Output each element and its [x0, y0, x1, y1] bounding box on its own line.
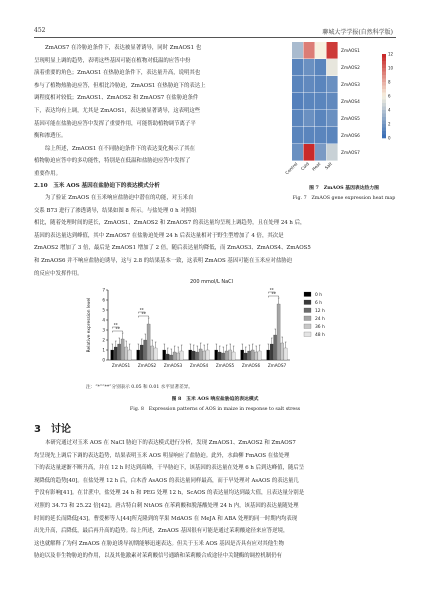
heatmap-cell [304, 127, 315, 144]
bar [199, 349, 202, 360]
legend-swatch [382, 86, 386, 90]
bar [206, 350, 209, 360]
section-3-heading: 3 讨论 [34, 424, 71, 435]
bar [225, 351, 228, 360]
legend-swatch [304, 308, 311, 313]
bar [251, 350, 254, 360]
legend-swatch [382, 100, 386, 104]
chart-x-labels [112, 363, 287, 368]
heatmap-gene-label: ZmAOS7 [341, 151, 360, 156]
heatmap-cell [292, 127, 303, 144]
bar [140, 345, 143, 360]
y-tick-label: 2 [102, 337, 105, 343]
heatmap-cell [292, 42, 303, 59]
heatmap-cell [327, 127, 338, 144]
text-line: 交系 B73 进行了渗透诱导，结果如图 8 所示。与盐处理 0 h 对照组 [34, 207, 197, 214]
heatmap-cell [315, 127, 326, 144]
legend-swatch [382, 65, 386, 69]
text-line: 乎没有影响[41]。在甘蔗中，盐处理 24 h 和 PEG 处理 12 h，ScAOS 的表达量均达到最大值，且表达量分别是 [34, 490, 305, 497]
legend-swatch [382, 131, 386, 135]
bar [202, 351, 205, 360]
y-tick-label: 3 [102, 327, 105, 333]
bar [144, 340, 147, 360]
text-line: 衡和渗透压。 [34, 133, 67, 140]
legend-swatch [382, 61, 386, 65]
heatmap-cell [327, 110, 338, 127]
bar [241, 350, 244, 360]
x-tick-label: ZmAOS2 [137, 363, 157, 368]
bar [277, 304, 280, 360]
journal-title: 聊城大学学报(自然科学版) [322, 29, 393, 36]
bar [258, 351, 261, 360]
heatmap-cell [292, 110, 303, 127]
legend-label: 36 h [315, 325, 325, 330]
legend-swatch [382, 128, 386, 132]
x-tick-label: ZmAOS3 [163, 363, 183, 368]
x-tick-label: ZmAOS5 [215, 363, 235, 368]
bar [215, 350, 218, 360]
heatmap-condition-label: Salt [323, 161, 333, 171]
text-line: 参与了植物热胁迫应答，但相比冷胁迫，ZmAOS1 在热胁迫下的表达上 [34, 82, 206, 89]
heatmap-gene-label: ZmAOS5 [341, 117, 360, 122]
x-tick-label: ZmAOS7 [267, 363, 287, 368]
y-tick-label: 7 [102, 287, 105, 293]
chart-bars [111, 298, 288, 360]
legend-label: 24 h [315, 317, 325, 322]
heatmap-cells [292, 42, 338, 161]
header-rule [34, 37, 396, 38]
bar [137, 350, 140, 360]
text-line: 为了验证 ZmAOS 在玉米响应盐胁迫中潜在的功能，对玉米自 [45, 195, 194, 201]
legend-swatch [382, 82, 386, 86]
bar [218, 352, 221, 360]
legend-swatch [382, 110, 386, 114]
heatmap-figure [284, 40, 400, 190]
bar [267, 350, 270, 360]
bar [180, 351, 183, 360]
heatmap-cell [304, 59, 315, 76]
text-line: 调程度相对较低；ZmAOS1、ZmAOS2 和 ZmAOS7 在盐胁迫条件 [34, 95, 199, 102]
legend-swatch [382, 72, 386, 76]
bar [118, 344, 121, 360]
chart-note: 注：“*”“**”分别表示 0.05 和 0.01 水平显著差异。 [86, 385, 193, 390]
bar [254, 352, 257, 360]
legend-swatch [382, 89, 386, 93]
bar [124, 347, 127, 360]
legend-swatch [304, 316, 311, 321]
heatmap-condition-label: Control [284, 161, 299, 176]
legend-swatch [382, 96, 386, 100]
y-tick-label: 6 [102, 297, 105, 303]
bar [166, 354, 169, 360]
legend-swatch [304, 300, 311, 305]
page-number: 452 [34, 27, 46, 34]
heatmap-gene-label: ZmAOS6 [341, 134, 360, 139]
text-line: 对照的 34.73 和 25.22 倍[42]。唐古特白刺 NtAOS 在苯莉酸和脱落酸处理 24 h 内，该基因的表达量随处理 [34, 502, 299, 509]
heatmap-cell [315, 93, 326, 110]
legend-tick-label: 12 [388, 51, 394, 57]
chart-title: 200 mmol/L NaCl [190, 279, 234, 285]
fig8-caption-en: Fig. 8 Expression patterns of AOS in maize in response to salt stress [129, 407, 301, 412]
paragraph-1 [34, 42, 284, 181]
significance-star: ** [139, 307, 144, 313]
heatmap-cell [292, 144, 303, 161]
text-line: 这也就解释了为何 ZmAOS 在胁迫诱导初期能够迅速表达。但关于玉米 AOS 基因是否具有应对其他生物 [34, 540, 284, 547]
text-line: 呈现明显上调的趋势，表明这些基因可能在植物对低温的应答中扮 [34, 57, 191, 64]
heatmap-condition-label: Heat [310, 161, 322, 172]
text-line: 综上所述，ZmAOS1 在不同胁迫条件下的表达变化揭示了其在 [45, 145, 195, 152]
x-tick-label: ZmAOS4 [189, 363, 209, 368]
legend-tick-label: 2 [388, 121, 391, 127]
y-axis-label: Relative expression level [87, 297, 92, 353]
text-line: 重要作用。 [34, 170, 61, 177]
heatmap-gene-label: ZmAOS3 [341, 83, 360, 88]
chart-legend [304, 292, 325, 338]
heatmap-cell [304, 110, 315, 127]
legend-swatch [382, 114, 386, 118]
legend-label: 0 h [315, 293, 322, 298]
heatmap-condition-label: Cold [299, 161, 310, 172]
text-line: 下的表达量逐渐不断升高，并在 12 h 时达到高峰，干旱胁迫下，该基因的表达量在处理 6 h 后到达峰值，随后呈 [34, 465, 305, 472]
bar [196, 352, 199, 360]
text-line: 植物胁迫应答中的多功能性，特别是在低温和盐胁迫应答中发挥了 [34, 158, 191, 165]
text-line: 演着重要的角色；ZmAOS1 在热胁迫条件下，表达量升高，说明其也 [34, 70, 201, 77]
significance-star: ** [115, 326, 120, 332]
heatmap-gene-labels [341, 48, 360, 156]
heatmap-cell [304, 93, 315, 110]
heatmap-cell [304, 42, 315, 59]
heatmap-cell [292, 59, 303, 76]
text-line: 相比，随着处理时间的延长，ZmAOS1、ZmAOS2 和 ZmAOS7 的表达量均呈现上调趋势，且在处理 24 h 后， [34, 220, 306, 227]
text-line: 现降低的趋势[40]。在盐处理 12 h 后，白木香 AsAOS 的表达量同样最高，而于旱处理对 AsAOS 的表达量几 [34, 477, 299, 484]
heatmap-cell [315, 76, 326, 93]
text-line: ZmAOS7 在冷胁迫条件下，表达被显著诱导，同时 ZmAOS1 也 [45, 45, 202, 51]
bar [248, 351, 251, 360]
bar [189, 350, 192, 360]
bar [114, 347, 117, 360]
paragraph-3 [34, 437, 396, 563]
text-line: 时间的延长而降低[43]。曹爱彬等人[44]所克隆到的苹果 MdAOS 在 MeJA 和 ABA 处理的同一时期内均表现 [34, 515, 298, 522]
heatmap-cell [304, 76, 315, 93]
legend-swatch [382, 68, 386, 72]
legend-label: 6 h [315, 301, 322, 306]
legend-swatch [382, 135, 386, 139]
legend-tick-label: 8 [388, 79, 391, 85]
x-tick-label: ZmAOS6 [241, 363, 261, 368]
heatmap-gene-label: ZmAOS4 [341, 100, 360, 105]
legend-label: 12 h [315, 309, 325, 314]
heatmap-cell [327, 76, 338, 93]
fig7-caption-cn: 图 7 ZmAOS 基因表达热力图 [309, 185, 379, 191]
heatmap-cell [315, 144, 326, 161]
legend-swatch [382, 121, 386, 125]
bar [228, 350, 231, 360]
legend-label: 48 h [315, 333, 325, 338]
text-line: 基因的表达量达到峰值，其中 ZmAOS7 在盐胁迫处理 24 h 后表达量相对于野生型增加了 4 倍，其次是 [34, 232, 284, 239]
text-line: 的反应中发挥作用。 [34, 270, 83, 277]
y-tick-label: 1 [102, 347, 105, 353]
legend-tick-label: 6 [388, 93, 391, 99]
legend-swatch [382, 103, 386, 107]
bar [192, 351, 195, 360]
bar [270, 344, 273, 360]
legend-swatch [304, 324, 311, 329]
bar [170, 355, 173, 360]
bar [128, 350, 131, 360]
heatmap-cell [315, 59, 326, 76]
significance-star: ** [271, 291, 276, 297]
legend-swatch [382, 58, 386, 62]
text-line: 胁迫以及非生物胁迫的作用，以及其他激素对茉莉酸信号通路和茉莉酸合成途径中关键酶的调控机制仍有 [34, 553, 282, 560]
legend-swatch [382, 124, 386, 128]
heatmap-cell [327, 42, 338, 59]
text-line: 均呈现先上调后下调的表达趋势，结果表明玉米 AOS 明显响应了盐胁迫。此外，水曲柳 FmAOS 在盐处理 [34, 452, 290, 459]
heatmap-gene-label: ZmAOS1 [341, 49, 360, 54]
text-line: 基因可能在盐胁迫应答中发挥了重要作用，可能帮助植物调节离子平 [34, 120, 196, 127]
bar [176, 353, 179, 360]
text-line: ZmAOS2 增加了 3 倍，最后是 ZmAOS1 增加了 2 倍，随后表达量均降低，而 ZmAOS3、ZmAOS4、ZmAOS5 [34, 245, 311, 252]
bar-chart [80, 284, 350, 384]
bar [173, 352, 176, 360]
bar [147, 324, 150, 360]
text-line: 本研究通过对玉米 AOS 在 NaCl 胁迫下的表达模式进行分析，发现 ZmAOS1、ZmAOS2 和 ZmAOS7 [45, 440, 296, 446]
legend-tick-label: 10 [388, 65, 394, 71]
y-tick-label: 4 [102, 317, 105, 323]
significance-star: ** [113, 322, 118, 328]
bar [154, 348, 157, 360]
legend-swatch [382, 93, 386, 97]
legend-swatch [382, 79, 386, 83]
heatmap-cell [327, 144, 338, 161]
heatmap-cell [315, 42, 326, 59]
fig7-caption-en: Fig. 7 ZmAOS gene expression heat map [292, 196, 396, 201]
bar [280, 343, 283, 360]
legend-tick-label: 4 [388, 107, 391, 113]
heatmap-cell [304, 144, 315, 161]
heatmap-cell [315, 110, 326, 127]
bar [222, 353, 225, 360]
text-line: 出先升高，后降低，最后再升高的趋势。综上所述，ZmAOS 基因很有可能是通过茉莉酸途径来应答逆境， [34, 528, 289, 535]
significance-star: ** [269, 287, 274, 293]
significance-star: ** [141, 311, 146, 317]
y-tick-label: 0 [102, 357, 105, 363]
text-line: 和 ZmAOS6 并不响应盐胁迫诱导，这与 2.8 的结果基本一致，这表明 ZmAOS 基因可能在玉米应对盐胁迫 [34, 257, 293, 264]
legend-swatch [382, 107, 386, 111]
bar [244, 353, 247, 360]
legend-swatch [304, 292, 311, 297]
significance-marks [112, 287, 278, 332]
heatmap-cell [327, 59, 338, 76]
bar [284, 348, 287, 360]
bar [163, 350, 166, 360]
legend-swatch [382, 54, 386, 58]
section-2-10-heading: 2.10 玉米 AOS 基因在盐胁迫下的表达模式分析 [34, 183, 160, 189]
legend-tick-label: 0 [388, 135, 391, 141]
bar [111, 350, 114, 360]
x-tick-label: ZmAOS1 [111, 363, 131, 368]
legend-swatch [304, 332, 311, 337]
heatmap-color-legend [382, 52, 394, 141]
fig8-caption-cn: 图 8 玉米 AOS 响应盐胁迫的表达模式 [171, 396, 259, 402]
bar [274, 335, 277, 360]
text-line: 下，表达均有上调，尤其是 ZmAOS1，表达被显著诱导，这表明这些 [34, 107, 201, 114]
legend-swatch [382, 75, 386, 79]
heatmap-cell [327, 93, 338, 110]
bar [232, 352, 235, 360]
heatmap-condition-labels [284, 161, 333, 175]
legend-swatch [382, 117, 386, 121]
bar [121, 339, 124, 360]
y-tick-label: 5 [102, 307, 105, 313]
bar [150, 346, 153, 360]
heatmap-gene-label: ZmAOS2 [341, 66, 360, 71]
paragraph-2 [34, 192, 396, 280]
heatmap-cell [292, 93, 303, 110]
heatmap-cell [292, 76, 303, 93]
